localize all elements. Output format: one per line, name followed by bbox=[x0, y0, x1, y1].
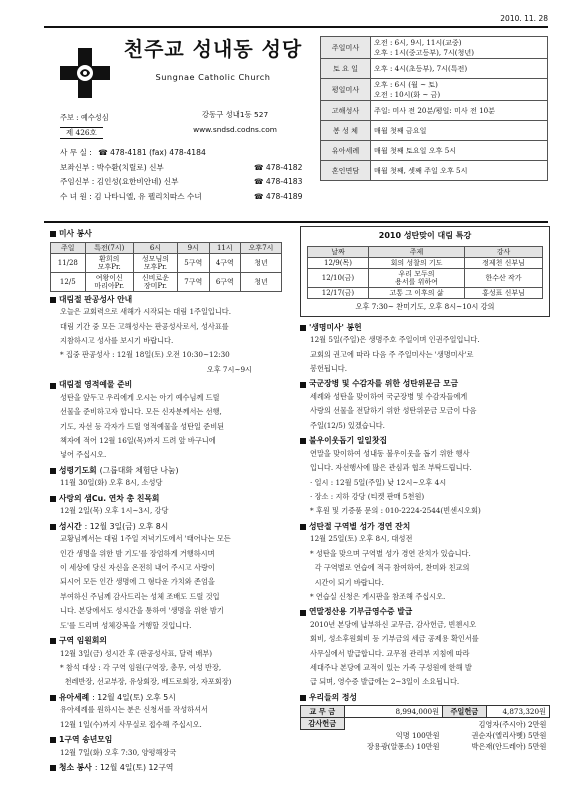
section-title: 불우이웃돕기 일일찻집 bbox=[309, 436, 388, 446]
paragraph-line: 니다. 본당에서도 성시간을 통하여 '생명을 위한 밤기 bbox=[60, 606, 224, 616]
paragraph-line: 사무실에서 발급합니다. 교무점 관리부 지침에 따라 bbox=[310, 648, 470, 658]
schedule-value bbox=[371, 37, 548, 59]
section-title: 구역 임원회의 bbox=[59, 636, 107, 646]
paragraph-line: 교황님께서는 대림 1주일 저녁기도에서 '태어나는 모든 bbox=[60, 534, 231, 544]
section-title: 사랑의 샘Cu. 연차 총 친목회 bbox=[59, 493, 160, 503]
paragraph-line: * 연습실 신청은 게시판을 참조해 주십시오. bbox=[310, 591, 446, 601]
paragraph-line: · 장소 : 지하 강당 (티켓 판매 5천원) bbox=[310, 491, 425, 501]
schedule-label: 혼인면담 bbox=[321, 161, 371, 181]
schedule-line: 오후 : 1시(중고등부), 7시(청년) bbox=[374, 47, 475, 57]
left-column bbox=[50, 226, 282, 774]
bullet-square-icon bbox=[50, 737, 56, 743]
table-cell: 6구역 bbox=[209, 272, 241, 291]
offering-label: 교 무 금 bbox=[301, 706, 345, 718]
schedule-line: 오전 : 6시, 9시, 11시(교중) bbox=[374, 38, 462, 47]
table-row bbox=[301, 706, 550, 718]
right-column bbox=[300, 226, 550, 752]
paragraph-line: 이 세상에 당신 자신을 온전히 내어 주시고 사랑이 bbox=[60, 563, 215, 573]
column-header: 6시 bbox=[133, 242, 177, 253]
table-cell: 청년 bbox=[241, 272, 282, 291]
paragraph-line: 세대주나 본당에 교적이 있는 가족 구성원에 한해 발 bbox=[310, 663, 472, 673]
section-title: 국군장병 및 수감자를 위한 성탄위문금 모금 bbox=[309, 379, 459, 389]
patron: 주보 : 예수성심 bbox=[60, 113, 109, 122]
paragraph-line: 성탄을 앞두고 우리에게 오시는 아기 예수님께 드릴 bbox=[60, 392, 220, 402]
bullet-square-icon bbox=[50, 468, 56, 474]
table-row bbox=[301, 741, 550, 752]
paragraph-line: 선물을 준비하고자 합니다. 모든 신자분께서는 선행, bbox=[60, 407, 222, 417]
table-cell: 12/10(금) bbox=[308, 268, 369, 287]
section-title: 성령기도회 bbox=[59, 465, 97, 475]
column-header: 11시 bbox=[209, 242, 241, 253]
donor-entry: 장용광(알퐁소) 10만원 bbox=[366, 741, 440, 751]
section-title: 대림절 판공성사 안내 bbox=[59, 294, 133, 304]
bullet-square-icon bbox=[50, 695, 56, 701]
offering-label: 주일헌금 bbox=[443, 706, 487, 718]
schedule-label: 토 요 일 bbox=[321, 59, 371, 79]
table-cell: 12/5 bbox=[51, 272, 86, 291]
table-cell: 한수산 작가 bbox=[465, 268, 543, 287]
section-heading bbox=[50, 693, 282, 704]
section-subtitle: : 12월 4일(토) 오후 5시 bbox=[92, 692, 176, 702]
table-row bbox=[301, 718, 550, 730]
paragraph-line: 11월 30일(화) 오후 8시, 소성당 bbox=[60, 478, 163, 488]
paragraph-line: 입니다. 자선행사에 많은 관심과 협조 부탁드립니다. bbox=[310, 463, 472, 473]
offering-label: 감사헌금 bbox=[301, 718, 345, 730]
column-header: 주일 bbox=[51, 242, 86, 253]
section-heading bbox=[50, 466, 282, 477]
column-header: 주제 bbox=[368, 246, 464, 257]
table-row bbox=[308, 257, 543, 268]
offering-amount: 8,994,000원 bbox=[344, 706, 442, 718]
table-cell: 4구역 bbox=[209, 253, 241, 272]
bulletin-date: 2010. 11. 28 bbox=[500, 14, 548, 23]
table-cell: 5구역 bbox=[177, 253, 209, 272]
paragraph-line: 인간 생명을 위한 밤 기도'를 장엄하게 거행하시며 bbox=[60, 548, 215, 558]
section-title: 미사 봉사 bbox=[59, 229, 92, 238]
schedule-line: 오후 : 6시 (월 ~ 토) bbox=[374, 80, 438, 90]
issue-number: 제 426호 bbox=[60, 127, 103, 139]
website-link[interactable]: www.sndsd.codns.com bbox=[193, 125, 277, 134]
staff-list bbox=[60, 148, 315, 206]
top-divider bbox=[44, 26, 548, 28]
paragraph-line: 12월 25일(토) 오후 8시, 대성전 bbox=[310, 534, 413, 544]
paragraph-line: 2010년 본당에 납부하신 교무금, 감사헌금, 빈첸시오 bbox=[310, 619, 477, 629]
paragraph-line: 12월 3일(금) 성시간 후 (판공성사표, 달력 배부) bbox=[60, 648, 213, 658]
staff-row-convent bbox=[60, 192, 315, 207]
bullet-square-icon bbox=[50, 231, 56, 237]
section-heading bbox=[50, 522, 282, 533]
section-title: 청소 봉사 bbox=[59, 763, 92, 773]
table-cell: 12/17(금) bbox=[308, 287, 369, 298]
section-title: 성탄절 구역별 성가 경연 잔치 bbox=[309, 521, 411, 531]
mass-service-table bbox=[50, 242, 282, 292]
staff-label: 수 녀 원 : 김 나타니엘, 유 펠리치따스 수녀 bbox=[60, 191, 202, 201]
table-cell: 성모님의 모후Pr. bbox=[133, 253, 177, 272]
schedule-value bbox=[371, 79, 548, 101]
section-title: 1구역 송년모임 bbox=[59, 735, 113, 745]
church-title: 천주교 성내동 성당 bbox=[123, 37, 303, 61]
staff-label: 주임신부 : 김인성(요한비안네) 신부 bbox=[60, 177, 179, 187]
paragraph-line: 주일(12/5) 있겠습니다. bbox=[310, 420, 385, 430]
paragraph-line: 오늘은 교회력으로 새해가 시작되는 대림 1주일입니다. bbox=[60, 307, 232, 317]
bullet-square-icon bbox=[300, 438, 306, 444]
table-row bbox=[308, 287, 543, 298]
advent-lecture-box bbox=[300, 226, 550, 317]
staff-label: 보좌신부 : 박수환(치릴로) 신부 bbox=[60, 162, 164, 172]
section-title: 연말정산용 기부금영수증 발급 bbox=[309, 607, 413, 617]
table-cell: 고통 그 이후의 삶 bbox=[368, 287, 464, 298]
schedule-row bbox=[321, 101, 548, 121]
donor-entry bbox=[344, 718, 442, 730]
donor-entry: 김영자(주시아) 2만원 bbox=[478, 719, 547, 729]
table-cell: 12/9(목) bbox=[308, 257, 369, 268]
paragraph-line: * 집중 판공성사 : 12월 18일(토) 오전 10:30~12:30 bbox=[60, 350, 230, 360]
column-header: 강사 bbox=[465, 246, 543, 257]
section-heading bbox=[300, 522, 550, 533]
bullet-square-icon bbox=[300, 695, 306, 701]
advent-lecture-table bbox=[307, 246, 543, 299]
table-header-row bbox=[51, 242, 282, 253]
bullet-square-icon bbox=[300, 610, 306, 616]
bullet-square-icon bbox=[300, 524, 306, 530]
paragraph-line: 되시어 모든 인간 생명에 그 형다운 가치와 존엄을 bbox=[60, 577, 215, 587]
paragraph-line: 봉헌됩니다. bbox=[310, 364, 348, 374]
table-cell: 환희의 모후Pr. bbox=[85, 253, 133, 272]
schedule-label: 봉 성 체 bbox=[321, 121, 371, 141]
paragraph-line: 교회의 권고에 따라 다음 주 주일미사는 '생명미사'로 bbox=[310, 349, 474, 359]
schedule-row bbox=[321, 121, 548, 141]
bullet-square-icon bbox=[50, 638, 56, 644]
table-cell: 우리 모두의 용서를 위하여 bbox=[368, 268, 464, 287]
section-heading bbox=[300, 693, 550, 704]
advent-title: 2010 성탄맞이 대림 특강 bbox=[378, 231, 472, 240]
paragraph-line: 12월 1일(수)까지 사무실로 접수해 주십시오. bbox=[60, 719, 202, 729]
table-cell: 11/28 bbox=[51, 253, 86, 272]
table-cell: 청년 bbox=[241, 253, 282, 272]
table-cell: 정제천 신부님 bbox=[465, 257, 543, 268]
paragraph-line: 급 되며, 영수증 발급에는 2~3일이 소요됩니다. bbox=[310, 677, 460, 687]
schedule-value: 매월 첫째, 셋째 주일 오후 5시 bbox=[371, 161, 548, 181]
paragraph-line: 시간이 되기 바랍니다. bbox=[310, 577, 384, 587]
header-divider bbox=[44, 221, 548, 223]
staff-phone: ☎ 478-4182 bbox=[254, 162, 303, 172]
schedule-row bbox=[321, 141, 548, 161]
section-heading bbox=[50, 295, 282, 306]
advent-footer: 오후 7:30~ 찬미기도, 오후 8시~10시 강의 bbox=[355, 302, 495, 312]
section-heading bbox=[50, 636, 282, 647]
table-row bbox=[51, 253, 282, 272]
address: 강동구 성내1동 527 bbox=[201, 110, 269, 119]
section-title: 대림절 영적예물 준비 bbox=[59, 380, 133, 390]
paragraph-line: * 성탄을 맞으며 구역별 성가 경연 잔치가 있습니다. bbox=[310, 548, 471, 558]
staff-row-assistant bbox=[60, 163, 315, 178]
staff-phone: ☎ 478-4181 (fax) 478-4184 bbox=[98, 148, 206, 157]
paragraph-line: 오후 7시~9시 bbox=[206, 364, 252, 374]
section-title: 성시간 bbox=[59, 521, 82, 531]
bullet-square-icon bbox=[300, 325, 306, 331]
section-title: '생명미사' 봉헌 bbox=[309, 322, 362, 332]
table-cell: 홍성표 신부님 bbox=[465, 287, 543, 298]
section-heading bbox=[50, 229, 282, 240]
schedule-label: 평일미사 bbox=[321, 79, 371, 101]
bullet-square-icon bbox=[50, 383, 56, 389]
staff-phone: ☎ 478-4183 bbox=[254, 177, 303, 187]
paragraph-line: 12월 2일(목) 오후 1시~3시, 강당 bbox=[60, 506, 169, 516]
paragraph-line: 회비, 성소후원회비 등 기부금의 세금 공제용 확인서를 bbox=[310, 634, 479, 644]
section-subtitle: (그룹대화 체험단 나눔) bbox=[99, 465, 179, 475]
table-row bbox=[51, 272, 282, 291]
staff-row-office bbox=[60, 148, 315, 163]
paragraph-line: * 후원 및 기증품 문의 : 010-2224-2544(빈센시오회) bbox=[310, 506, 481, 516]
bullet-square-icon bbox=[50, 524, 56, 530]
schedule-row bbox=[321, 59, 548, 79]
column-header: 오후7시 bbox=[241, 242, 282, 253]
paragraph-line: 연말을 맞이하여 성내동 불우이웃을 돕기 위한 행사 bbox=[310, 448, 470, 458]
column-header: 9시 bbox=[177, 242, 209, 253]
paragraph-line: 12월 5일(주일)은 생명주호 주일이며 인권주일입니다. bbox=[310, 335, 480, 345]
donor-entry: 익명 100만원 bbox=[395, 730, 440, 740]
section-title: 우리들의 정성 bbox=[309, 692, 357, 702]
table-row bbox=[308, 268, 543, 287]
paragraph-line: · 일시 : 12월 5일(주일) 낮 12시~오후 4시 bbox=[310, 477, 447, 487]
paragraph-line: 책자에 적어 12월 16일(목)까지 드려 앞 바구니에 bbox=[60, 436, 216, 446]
section-heading bbox=[50, 763, 282, 774]
paragraph-line: 세례와 성탄을 맞이하여 국군장병 및 수감자들에게 bbox=[310, 392, 468, 401]
church-subtitle: Sungnae Catholic Church bbox=[155, 72, 271, 82]
paragraph-line: 기도, 자선 등 각자가 드릴 영적예물을 성탄일 준비된 bbox=[60, 421, 225, 431]
paragraph-line: 천레반장, 선교부장, 유상회장, 베드로회장, 자포회장) bbox=[60, 677, 232, 687]
paragraph-line: 대림 기간 중 모든 고해성사는 판공성사로서, 성사표를 bbox=[60, 321, 229, 331]
paragraph-line: 지참하시고 성사를 보시기 바랍니다. bbox=[60, 336, 174, 346]
paragraph-line: 넣어 주십시오. bbox=[60, 450, 107, 460]
paragraph-line: 사랑의 선물을 전달하기 위한 성탄위문금 모금이 다음 bbox=[310, 406, 477, 416]
paragraph-line: * 참석 대상 : 각 구역 임원(구역장, 총무, 여성 반장, bbox=[60, 662, 222, 672]
donor-entry: 권순자(엘리사벳) 5만원 bbox=[471, 730, 547, 740]
schedule-value: 매월 첫째 토요일 오후 5시 bbox=[371, 141, 548, 161]
section-heading bbox=[50, 380, 282, 391]
column-header: 날짜 bbox=[308, 246, 369, 257]
schedule-line: 오전 : 10시(화 ~ 금) bbox=[374, 89, 441, 99]
mass-schedule-table bbox=[320, 36, 548, 181]
staff-row-pastor bbox=[60, 177, 315, 192]
schedule-row bbox=[321, 79, 548, 101]
schedule-value: 오후 : 4시(초등부), 7시(특전) bbox=[371, 59, 548, 79]
schedule-label: 고해성사 bbox=[321, 101, 371, 121]
schedule-row bbox=[321, 161, 548, 181]
offering-amount: 4,873,320원 bbox=[486, 706, 549, 718]
staff-label: 사 무 실 : bbox=[60, 148, 95, 157]
section-heading bbox=[300, 436, 550, 447]
column-header: 특전(7시) bbox=[85, 242, 133, 253]
table-cell: 여왕이신 마리아Pr. bbox=[85, 272, 133, 291]
schedule-value: 매월 첫째 금요일 bbox=[371, 121, 548, 141]
table-row bbox=[301, 730, 550, 741]
paragraph-line: 각 구역별로 연습에 적극 참여하여, 찬미와 친교의 bbox=[310, 563, 470, 573]
section-heading bbox=[50, 735, 282, 746]
section-heading bbox=[300, 607, 550, 618]
paragraph-line: 12월 7일(화) 오후 7:30, 양평해장국 bbox=[60, 747, 177, 757]
bullet-square-icon bbox=[50, 297, 56, 303]
section-heading bbox=[300, 323, 550, 334]
section-heading bbox=[300, 379, 550, 390]
schedule-row bbox=[321, 37, 548, 59]
section-heading bbox=[50, 494, 282, 505]
table-cell: 7구역 bbox=[177, 272, 209, 291]
schedule-label: 주일미사 bbox=[321, 37, 371, 59]
offerings-table bbox=[300, 705, 550, 752]
bullet-square-icon bbox=[300, 382, 306, 388]
bullet-square-icon bbox=[50, 765, 56, 771]
table-header-row bbox=[308, 246, 543, 257]
paragraph-line: 부여하신 주님께 감사드리는 성체 조배도 드릴 것입 bbox=[60, 591, 220, 601]
church-logo-icon bbox=[58, 46, 112, 100]
bullet-square-icon bbox=[50, 496, 56, 502]
table-cell: 회의 성찰의 기도 bbox=[368, 257, 464, 268]
table-cell: 신비로운 장미Pr. bbox=[133, 272, 177, 291]
section-title: 유아세례 bbox=[59, 692, 90, 702]
donor-entry: 박은재(안드레아) 5만원 bbox=[471, 741, 547, 751]
schedule-value: 주일: 미사 전 20분/평일: 미사 전 10분 bbox=[371, 101, 548, 121]
section-subtitle: : 12월 4일(토) 12구역 bbox=[94, 763, 174, 773]
paragraph-line: 도'를 드리며 성체강복을 거행할 것입니다. bbox=[60, 620, 192, 630]
schedule-label: 유아세례 bbox=[321, 141, 371, 161]
staff-phone: ☎ 478-4189 bbox=[254, 191, 303, 201]
paragraph-line: 유아세례를 원하시는 분은 신청서를 작성하셔서 bbox=[60, 705, 209, 715]
section-subtitle: : 12월 3일(금) 오후 8시 bbox=[84, 521, 169, 531]
